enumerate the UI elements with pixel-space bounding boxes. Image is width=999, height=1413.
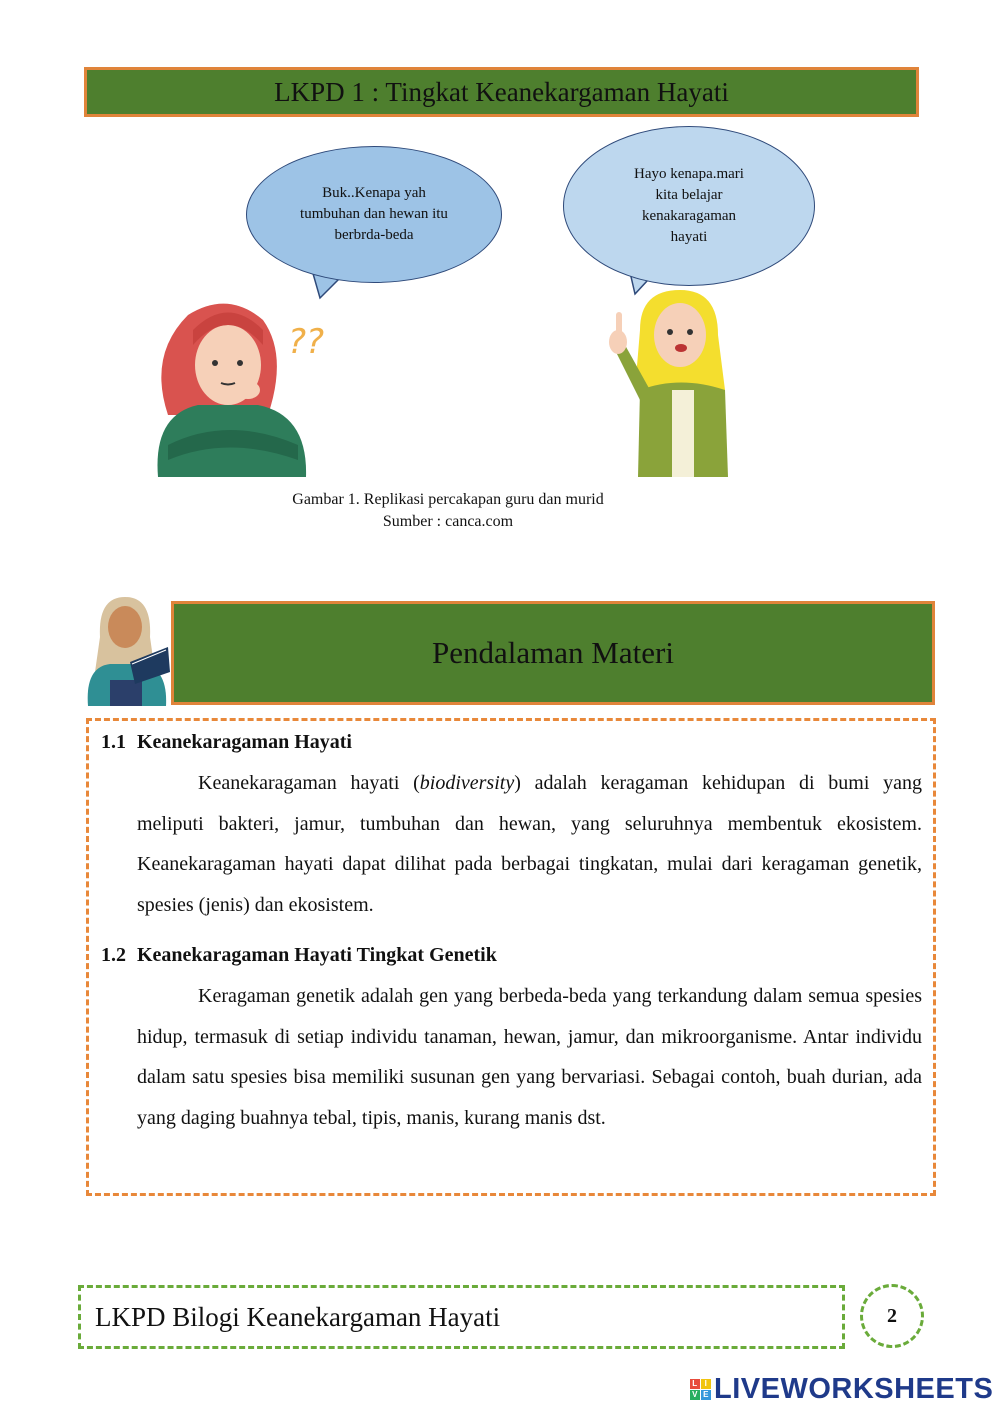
student-speech-bubble: Buk..Kenapa yah tumbuhan dan hewan itu berbrda-beda <box>246 146 502 283</box>
footer-title: LKPD Bilogi Keanekargaman Hayati <box>95 1301 501 1332</box>
section-2-number: 1.2 <box>101 944 126 966</box>
logo-letter-i: I <box>701 1379 711 1389</box>
question-marks: ?? <box>288 322 325 362</box>
logo-letter-l: L <box>690 1379 700 1389</box>
liveworksheets-watermark <box>690 1374 993 1404</box>
student-illustration <box>138 295 338 477</box>
section-2-paragraph <box>137 976 922 1138</box>
worksheet-title: LKPD 1 : Tingkat Keanekargaman Hayati <box>84 67 919 117</box>
watermark-text: LIVEWORKSHEETS <box>714 1372 994 1405</box>
page-number: 2 <box>860 1284 924 1348</box>
section-2-heading <box>101 944 497 967</box>
section-1-text-before: Keanekaragaman hayati ( <box>198 772 420 794</box>
caption-line-2: Sumber : canca.com <box>382 513 514 530</box>
section-1-title: Keanekaragaman Hayati <box>137 731 352 753</box>
caption-line-1: Gambar 1. Replikasi percakapan guru dan murid <box>292 491 604 508</box>
footer-title-box <box>78 1285 845 1349</box>
teacher-illustration <box>600 290 735 477</box>
section-1-paragraph <box>137 763 922 925</box>
section-1-number: 1.1 <box>101 731 126 753</box>
section-2-text: Keragaman genetik adalah gen yang berbeda-beda yang terkandung dalam semua spesies hidup, termasuk di setiap individu tanaman, hewan, jamur, dan mikroorganisme. Antar individu dalam satu spesies bisa memiliki susunan gen yang bervariasi. Sebagai contoh, buah durian, ada yang daging buahnya tebal, tipis, manis, kurang manis dst. <box>137 985 922 1129</box>
reading-student-illustration <box>80 592 172 706</box>
liveworksheets-logo-icon <box>690 1379 711 1400</box>
teacher-speech-bubble: Hayo kenapa.mari kita belajar kenakaragaman hayati <box>563 126 815 286</box>
section-1-heading <box>101 731 352 754</box>
logo-letter-e: E <box>701 1390 711 1400</box>
section-1-text-after: ) adalah keragaman kehidupan di bumi yang meliputi bakteri, jamur, tumbuhan dan hewan, yang seluruhnya membentuk ekosistem. Keanekaragaman hayati dapat dilihat pada berbagai tingkatan, mulai dari keragaman genetik, spesies (jenis) dan ekosistem. <box>137 772 922 916</box>
figure-caption <box>200 489 696 533</box>
section-title-bar: Pendalaman Materi <box>171 601 935 705</box>
logo-letter-v: V <box>690 1390 700 1400</box>
section-2-title: Keanekaragaman Hayati Tingkat Genetik <box>137 944 497 966</box>
section-1-text-italic: biodiversity <box>419 772 515 794</box>
